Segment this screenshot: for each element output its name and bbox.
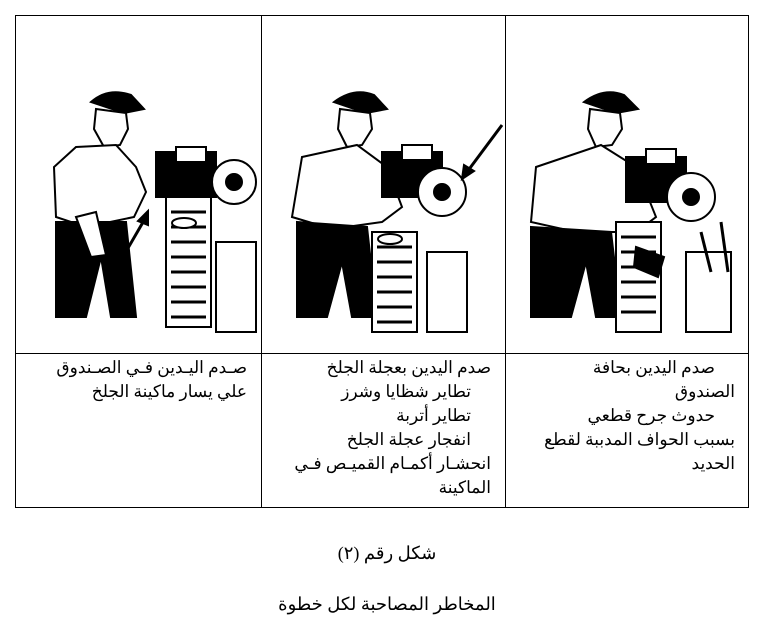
- worker-at-grinder-drawing: [506, 17, 749, 352]
- row-divider: [16, 353, 748, 354]
- hazard-line: تطاير أتربة: [396, 406, 471, 425]
- hazards-text-right: [506, 356, 749, 506]
- hazards-figure-table: [15, 15, 749, 508]
- hazard-line: انحشـار أكمـام القميـص فـي: [294, 454, 491, 473]
- hazards-text-middle: [262, 356, 505, 506]
- hazard-line: تطاير شظايا وشرز: [341, 382, 471, 401]
- hazard-line: بسبب الحواف المدببة لقطع: [544, 430, 735, 449]
- hazard-line: صـدم اليـدين فـي الصـندوق: [56, 358, 247, 377]
- hazard-line: الحديد: [691, 454, 735, 473]
- figure-number: شكل رقم (٢): [337, 543, 437, 563]
- hazard-line: حدوث جرح قطعي: [587, 406, 715, 425]
- hazards-text-left: [16, 356, 261, 506]
- hazard-line: صدم اليدين بحافة: [592, 358, 715, 377]
- illustration-middle-worker-grinder: [262, 17, 505, 352]
- illustration-right-worker-grinder: [506, 17, 749, 352]
- hazard-line: انفجار عجلة الجلخ: [346, 430, 471, 449]
- illustration-left-worker-grinder: [16, 17, 261, 352]
- worker-at-grinder-drawing: [16, 17, 261, 352]
- worker-at-grinder-drawing: [262, 17, 505, 352]
- hazard-line: علي يسار ماكينة الجلخ: [91, 382, 247, 401]
- figure-title: المخاطر المصاحبة لكل خطوة: [278, 594, 496, 614]
- hazard-line: الماكينة: [438, 478, 491, 497]
- hazard-line: الصندوق: [674, 382, 735, 401]
- hazard-line: صدم اليدين بعجلة الجلخ: [326, 358, 491, 377]
